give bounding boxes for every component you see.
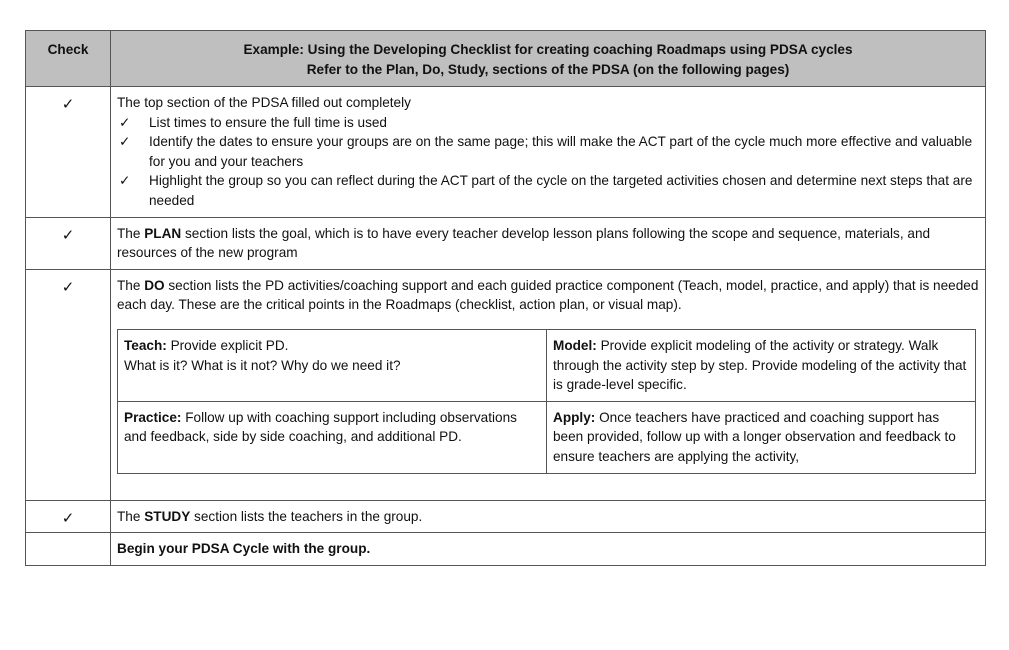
teach-cell xyxy=(118,329,547,401)
checkmark-icon: ✓ xyxy=(26,87,111,218)
title-line-1: Example: Using the Developing Checklist for creating coaching Roadmaps using PDSA cycles xyxy=(243,42,853,57)
text-pre: The xyxy=(117,277,145,293)
apply-cell xyxy=(547,401,976,473)
text-pre: The xyxy=(117,225,145,241)
teach-label: Teach: xyxy=(124,337,167,353)
empty-check-cell xyxy=(26,533,111,566)
row-intro: The top section of the PDSA filled out completely xyxy=(117,95,411,110)
row-content xyxy=(111,217,986,269)
teach-questions: What is it? What is it not? Why do we need it? xyxy=(124,357,401,373)
text-post: section lists the teachers in the group. xyxy=(190,508,423,524)
begin-text: Begin your PDSA Cycle with the group. xyxy=(117,541,371,557)
bullet-text: Highlight the group so you can reflect during the ACT part of the cycle on the targeted activities chosen and determine next steps that are needed xyxy=(149,173,973,208)
checklist-row-top-section xyxy=(26,87,986,218)
practice-cell xyxy=(118,401,547,473)
checklist-row-plan xyxy=(26,217,986,269)
row-content xyxy=(111,533,986,566)
keyword-study: STUDY xyxy=(144,508,191,524)
text-post: section lists the PD activities/coaching support and each guided practice component (Teach, model, practice, and apply) that is needed each day. These are the critical points in the Roadmaps (checklist, action plan, or visual map). xyxy=(117,277,979,313)
text-post: section lists the goal, which is to have every teacher develop lesson plans following the scope and sequence, materials, and resources of the new program xyxy=(117,225,931,261)
checklist-row-do xyxy=(26,269,986,500)
row-content xyxy=(111,500,986,533)
keyword-plan: PLAN xyxy=(144,225,182,241)
bullet-list xyxy=(117,113,979,211)
title-line-2: Refer to the Plan, Do, Study, sections of the PDSA (on the following pages) xyxy=(306,62,790,77)
pdsa-checklist-table xyxy=(25,30,986,566)
practice-text: Follow up with coaching support including observations and feedback, side by side coaching, and additional PD. xyxy=(124,409,517,445)
apply-label: Apply: xyxy=(553,409,596,425)
bullet-item xyxy=(117,132,979,171)
checkmark-icon: ✓ xyxy=(26,217,111,269)
check-column-header: Check xyxy=(26,31,111,87)
model-cell xyxy=(547,329,976,401)
apply-text: Once teachers have practiced and coaching support has been provided, follow up with a longer observation and feedback to ensure teachers are applying the activity, xyxy=(553,409,956,464)
model-label: Model: xyxy=(553,337,597,353)
checkmark-icon: ✓ xyxy=(26,269,111,500)
header-row xyxy=(26,31,986,87)
bullet-item xyxy=(117,171,979,210)
bullet-item xyxy=(117,113,979,133)
checkmark-icon: ✓ xyxy=(119,114,131,130)
bullet-text: List times to ensure the full time is used xyxy=(149,114,387,130)
model-text: Provide explicit modeling of the activity or strategy. Walk through the activity step by step. Provide modeling of the activity that is grade-level specific. xyxy=(553,337,967,393)
bullet-text: Identify the dates to ensure your groups are on the same page; this will make the ACT part of the cycle much more effective and valuable for you and your teachers xyxy=(149,134,973,169)
checklist-row-begin xyxy=(26,533,986,566)
checklist-row-study xyxy=(26,500,986,533)
keyword-do: DO xyxy=(144,277,165,293)
row-content xyxy=(111,87,986,218)
do-description xyxy=(117,276,979,315)
grid-row xyxy=(118,401,976,473)
guided-practice-grid xyxy=(117,329,976,474)
practice-label: Practice: xyxy=(124,409,182,425)
title-column-header xyxy=(111,31,986,87)
checkmark-icon: ✓ xyxy=(26,500,111,533)
checkmark-icon: ✓ xyxy=(119,173,131,189)
checkmark-icon: ✓ xyxy=(119,134,131,150)
teach-text: Provide explicit PD. xyxy=(166,337,289,353)
row-content xyxy=(111,269,986,500)
grid-row xyxy=(118,329,976,401)
text-pre: The xyxy=(117,508,145,524)
